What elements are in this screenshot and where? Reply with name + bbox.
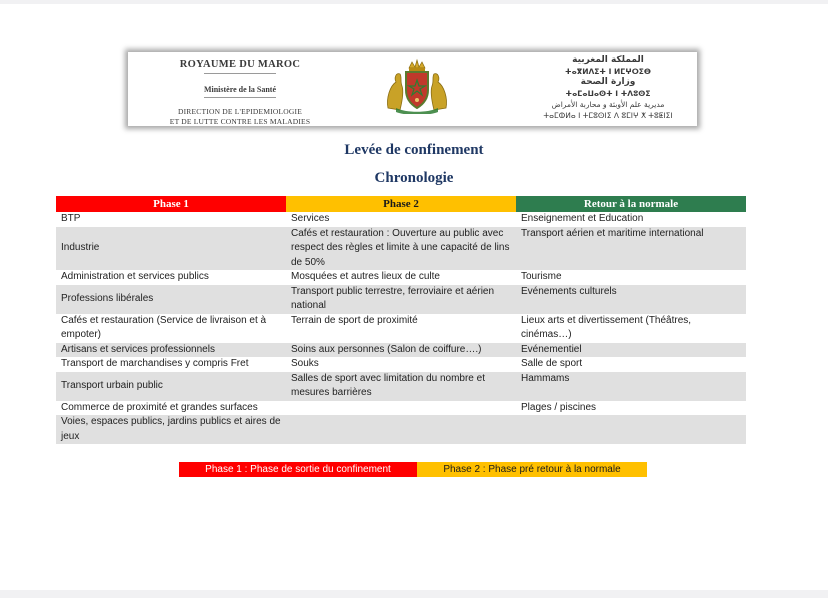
divider <box>204 73 276 74</box>
table-cell: Tourisme <box>516 270 746 285</box>
table-cell: Cafés et restauration (Service de livraison et à empoter) <box>56 314 286 343</box>
table-cell: Salle de sport <box>516 357 746 372</box>
table-cell: Souks <box>286 357 516 372</box>
table-cell: Salles de sport avec limitation du nombre et mesures barrières <box>286 372 516 401</box>
table-row <box>56 212 746 227</box>
direction-line-2: ET DE LUTTE CONTRE LES MALADIES <box>169 117 311 126</box>
table-row <box>56 314 746 343</box>
tifinagh-direction: ⵜⴰⵎⵀⵍⴰ ⵏ ⵜⵎⵓⵙⵏⵉ ⴷ ⵓⵎⵏⵖ ⵅ ⵜⵓⵟⵏⵉⵏ <box>543 111 673 120</box>
table-cell: Cafés et restauration : Ouverture au public avec respect des règles et limite à une capacité de lins de 50% <box>286 227 516 271</box>
document-page <box>0 4 828 590</box>
table-row <box>56 372 746 401</box>
table-cell: Enseignement et Education <box>516 212 746 227</box>
letterhead-left <box>128 59 352 127</box>
legend-phase-2: Phase 2 : Phase pré retour à la normale <box>417 462 647 477</box>
table-cell: Transport de marchandises y compris Fret <box>56 357 286 372</box>
header-phase-2: Phase 2 <box>286 196 516 212</box>
table-row <box>56 401 746 416</box>
table-cell <box>516 415 746 444</box>
table-cell: Voies, espaces publics, jardins publics et aires de jeux <box>56 415 286 444</box>
table-cell: Professions libérales <box>56 285 286 314</box>
arabic-country: المملكة المغربية <box>572 55 644 65</box>
tifinagh-ministry: ⵜⴰⵎⴰⵡⴰⵙⵜ ⵏ ⵜⴷⵓⵙⵉ <box>565 89 651 98</box>
table-cell: Transport aérien et maritime international <box>516 227 746 271</box>
table-cell: Plages / piscines <box>516 401 746 416</box>
tifinagh-country: ⵜⴰⴳⵍⴷⵉⵜ ⵏ ⵍⵎⵖⵔⵉⴱ <box>565 67 651 76</box>
ministry-name: Ministère de la Santé <box>203 85 277 94</box>
arabic-ministry: وزارة الصحة <box>580 77 636 87</box>
table-cell <box>286 401 516 416</box>
page-title: Levée de confinement <box>344 142 484 158</box>
phase-legend <box>179 462 647 477</box>
table-cell: Mosquées et autres lieux de culte <box>286 270 516 285</box>
table-cell: Transport public terrestre, ferroviaire et aérien national <box>286 285 516 314</box>
table-cell: Evénementiel <box>516 343 746 358</box>
direction-line-1: DIRECTION DE L'EPIDEMIOLOGIE <box>177 107 302 116</box>
chronology-table <box>56 196 746 444</box>
legend-phase-1: Phase 1 : Phase de sortie du confinement <box>179 462 417 477</box>
table-header-row <box>56 196 746 212</box>
moroccan-coat-of-arms-icon <box>382 58 452 114</box>
arabic-direction: مديرية علم الأوبئة و محاربة الأمراض <box>551 100 665 109</box>
table-row <box>56 285 746 314</box>
table-row <box>56 227 746 271</box>
table-cell: Commerce de proximité et grandes surfaces <box>56 401 286 416</box>
table-cell: Transport urbain public <box>56 372 286 401</box>
table-row <box>56 270 746 285</box>
country-name: ROYAUME DU MAROC <box>179 59 301 70</box>
divider <box>204 97 276 98</box>
table-cell: Evénements culturels <box>516 285 746 314</box>
table-cell: Administration et services publics <box>56 270 286 285</box>
table-row <box>56 343 746 358</box>
page-subtitle: Chronologie <box>374 170 454 186</box>
table-row <box>56 415 746 444</box>
table-cell: BTP <box>56 212 286 227</box>
table-cell: Lieux arts et divertissement (Théâtres, cinémas…) <box>516 314 746 343</box>
table-cell: Soins aux personnes (Salon de coiffure….) <box>286 343 516 358</box>
table-cell: Services <box>286 212 516 227</box>
header-retour-normale: Retour à la normale <box>516 196 746 212</box>
table-cell: Artisans et services professionnels <box>56 343 286 358</box>
letterhead <box>128 52 697 126</box>
table-row <box>56 357 746 372</box>
letterhead-right <box>520 55 696 121</box>
table-cell: Terrain de sport de proximité <box>286 314 516 343</box>
table-cell <box>286 415 516 444</box>
table-cell: Industrie <box>56 227 286 271</box>
table-cell: Hammams <box>516 372 746 401</box>
header-phase-1: Phase 1 <box>56 196 286 212</box>
